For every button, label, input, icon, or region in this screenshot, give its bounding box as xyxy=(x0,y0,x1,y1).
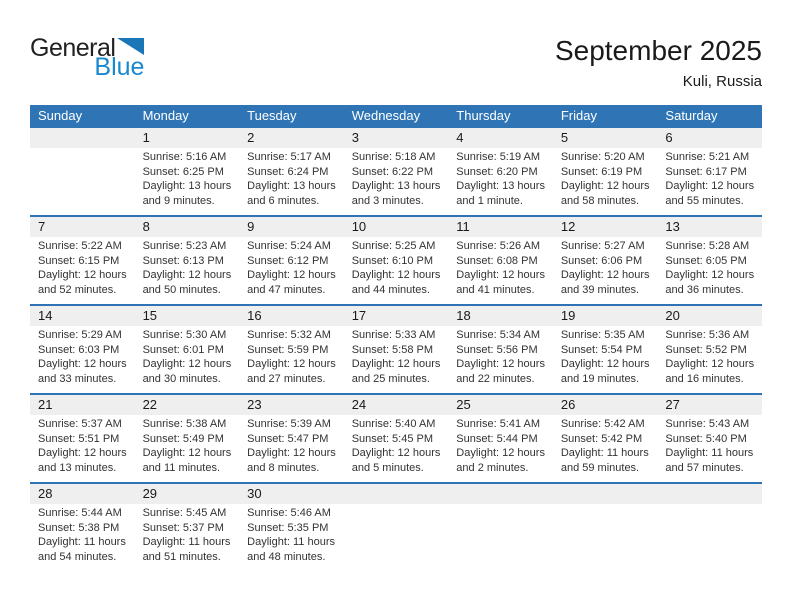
day-info-line: and 48 minutes. xyxy=(247,550,326,563)
day-number-14: 14 xyxy=(38,308,53,323)
day-cell-23 xyxy=(239,415,344,482)
day-info-line: Sunrise: 5:43 AM xyxy=(665,418,750,430)
day-info-line: Daylight: 12 hours xyxy=(38,358,127,370)
day-info-line: Sunset: 5:56 PM xyxy=(456,343,538,356)
day-info-line: and 16 minutes. xyxy=(665,372,744,385)
day-number-7: 7 xyxy=(38,219,46,234)
weekday-header-friday: Friday xyxy=(560,108,597,123)
day-info-line: and 9 minutes. xyxy=(142,194,215,207)
weekday-header-thursday: Thursday xyxy=(456,108,511,123)
day-body-row xyxy=(30,326,762,393)
day-info-line: Sunrise: 5:36 AM xyxy=(665,329,750,341)
day-info-line: Daylight: 12 hours xyxy=(351,269,441,281)
day-cell-8 xyxy=(135,237,240,304)
day-number-29: 29 xyxy=(142,486,158,501)
day-info-line: Daylight: 12 hours xyxy=(142,358,232,370)
day-info-line: Daylight: 12 hours xyxy=(247,269,336,281)
day-info-line: Sunrise: 5:26 AM xyxy=(456,240,541,252)
day-info-line: and 8 minutes. xyxy=(247,461,320,474)
day-info-line: Daylight: 12 hours xyxy=(351,447,441,459)
day-info-line: and 59 minutes. xyxy=(560,461,640,474)
weekday-header-monday: Monday xyxy=(142,108,189,123)
day-info-line: Sunrise: 5:37 AM xyxy=(38,418,122,430)
day-info-line: Sunrise: 5:29 AM xyxy=(38,329,122,341)
day-number-15: 15 xyxy=(142,308,158,323)
day-info-line: and 27 minutes. xyxy=(247,372,326,385)
day-info-line: Sunrise: 5:40 AM xyxy=(351,418,436,430)
day-info-line: Daylight: 12 hours xyxy=(247,358,336,370)
day-info-line: Daylight: 11 hours xyxy=(560,447,649,459)
day-info-line: Daylight: 12 hours xyxy=(560,358,650,370)
day-number-9: 9 xyxy=(247,219,255,234)
day-info-line: Daylight: 12 hours xyxy=(665,180,755,192)
day-info-line: Sunset: 5:47 PM xyxy=(247,432,329,445)
day-info-line: Sunrise: 5:45 AM xyxy=(142,507,227,519)
title-block xyxy=(555,36,762,90)
day-number-24: 24 xyxy=(351,397,367,412)
day-cell-20 xyxy=(657,326,762,393)
day-number-25: 25 xyxy=(456,397,471,412)
day-number-20: 20 xyxy=(665,308,680,323)
day-info-line: and 2 minutes. xyxy=(456,461,529,474)
day-info-line: Sunrise: 5:17 AM xyxy=(247,151,331,163)
day-info-line: Sunset: 5:52 PM xyxy=(665,343,747,356)
day-info-line: Sunset: 6:05 PM xyxy=(665,254,747,267)
day-info-line: Daylight: 11 hours xyxy=(38,536,126,548)
weekday-header-sunday: Sunday xyxy=(38,108,83,123)
day-cell-15 xyxy=(135,326,240,393)
day-cell-9 xyxy=(239,237,344,304)
day-info-line: Daylight: 12 hours xyxy=(456,447,545,459)
day-cell-6 xyxy=(657,148,762,215)
day-info-line: and 57 minutes. xyxy=(665,461,744,474)
day-info-line: Daylight: 12 hours xyxy=(560,269,650,281)
day-info-line: Sunset: 6:03 PM xyxy=(38,343,120,356)
day-info-line: Daylight: 12 hours xyxy=(38,447,127,459)
day-number-2: 2 xyxy=(247,130,255,145)
day-info-line: Sunrise: 5:21 AM xyxy=(665,151,750,163)
day-info-line: and 1 minute. xyxy=(456,194,523,207)
day-number-band xyxy=(30,484,762,504)
day-info-line: and 6 minutes. xyxy=(247,194,320,207)
day-info-line: Daylight: 11 hours xyxy=(665,447,754,459)
day-info-line: Sunset: 5:59 PM xyxy=(247,343,329,356)
day-cell-empty xyxy=(553,504,658,571)
day-number-21: 21 xyxy=(38,397,53,412)
day-info-line: and 11 minutes. xyxy=(142,461,221,474)
day-info-line: Sunrise: 5:35 AM xyxy=(560,329,645,341)
day-info-line: Sunrise: 5:41 AM xyxy=(456,418,541,430)
week-row xyxy=(30,126,762,215)
day-cell-5 xyxy=(553,148,658,215)
day-info-line: and 5 minutes. xyxy=(351,461,424,474)
day-info-line: Sunrise: 5:19 AM xyxy=(456,151,541,163)
day-info-line: Sunset: 5:49 PM xyxy=(142,432,224,445)
day-info-line: Sunset: 5:35 PM xyxy=(247,521,329,534)
day-cell-empty xyxy=(30,148,135,215)
day-info-line: and 19 minutes. xyxy=(560,372,640,385)
day-number-16: 16 xyxy=(247,308,262,323)
day-info-line: Sunset: 6:15 PM xyxy=(38,254,120,267)
day-info-line: Sunset: 5:54 PM xyxy=(560,343,643,356)
day-info-line: and 30 minutes. xyxy=(142,372,221,385)
day-number-27: 27 xyxy=(665,397,680,412)
day-info-line: Sunset: 6:06 PM xyxy=(560,254,643,267)
day-info-line: Sunset: 6:13 PM xyxy=(142,254,224,267)
day-info-line: Daylight: 12 hours xyxy=(142,447,232,459)
day-info-line: and 50 minutes. xyxy=(142,283,221,296)
day-cell-10 xyxy=(344,237,449,304)
day-info-line: and 55 minutes. xyxy=(665,194,744,207)
day-number-band xyxy=(30,306,762,326)
logo-text-general: General xyxy=(30,34,116,62)
day-info-line: Daylight: 12 hours xyxy=(351,358,441,370)
day-info-line: Sunset: 6:24 PM xyxy=(247,165,329,178)
day-body-row xyxy=(30,504,762,571)
week-row xyxy=(30,215,762,304)
day-info-line: and 22 minutes. xyxy=(456,372,535,385)
day-cell-empty xyxy=(448,504,553,571)
day-info-line: Daylight: 13 hours xyxy=(247,180,336,192)
day-info-line: Sunset: 5:44 PM xyxy=(456,432,538,445)
day-info-line: Sunrise: 5:22 AM xyxy=(38,240,122,252)
day-cell-3 xyxy=(344,148,449,215)
day-cell-25 xyxy=(448,415,553,482)
day-cell-19 xyxy=(553,326,658,393)
day-info-line: and 36 minutes. xyxy=(665,283,744,296)
day-number-13: 13 xyxy=(665,219,680,234)
day-number-empty xyxy=(344,484,449,504)
day-number-empty xyxy=(30,128,135,148)
day-cell-7 xyxy=(30,237,135,304)
day-info-line: Daylight: 11 hours xyxy=(142,536,231,548)
day-number-22: 22 xyxy=(142,397,158,412)
day-number-30: 30 xyxy=(247,486,262,501)
day-info-line: and 25 minutes. xyxy=(351,372,430,385)
day-info-line: Sunset: 5:37 PM xyxy=(142,521,224,534)
day-number-empty xyxy=(553,484,658,504)
day-info-line: Daylight: 13 hours xyxy=(142,180,232,192)
day-info-line: Sunset: 6:10 PM xyxy=(351,254,434,267)
day-info-line: Sunset: 6:25 PM xyxy=(142,165,224,178)
day-number-5: 5 xyxy=(560,130,569,145)
day-cell-26 xyxy=(553,415,658,482)
page-header xyxy=(0,0,792,105)
day-cell-18 xyxy=(448,326,553,393)
day-info-line: and 47 minutes. xyxy=(247,283,326,296)
week-row xyxy=(30,482,762,571)
day-number-11: 11 xyxy=(456,219,470,234)
day-info-line: Sunset: 5:42 PM xyxy=(560,432,643,445)
week-row xyxy=(30,393,762,482)
day-info-line: Daylight: 12 hours xyxy=(456,269,545,281)
day-cell-24 xyxy=(344,415,449,482)
weekday-header-row xyxy=(30,105,762,126)
day-number-band xyxy=(30,128,762,148)
day-number-3: 3 xyxy=(351,130,359,145)
day-number-1: 1 xyxy=(142,130,150,145)
weekday-header-tuesday: Tuesday xyxy=(247,108,297,123)
day-info-line: Daylight: 12 hours xyxy=(560,180,650,192)
day-info-line: Sunset: 5:51 PM xyxy=(38,432,120,445)
day-info-line: Sunrise: 5:34 AM xyxy=(456,329,541,341)
day-number-19: 19 xyxy=(560,308,576,323)
day-info-line: Sunrise: 5:24 AM xyxy=(247,240,331,252)
day-info-line: Sunrise: 5:27 AM xyxy=(560,240,645,252)
day-number-band xyxy=(30,395,762,415)
day-cell-13 xyxy=(657,237,762,304)
day-cell-empty xyxy=(657,504,762,571)
day-info-line: Daylight: 13 hours xyxy=(351,180,441,192)
day-cell-27 xyxy=(657,415,762,482)
day-info-line: Sunrise: 5:38 AM xyxy=(142,418,227,430)
logo-text-blue: Blue xyxy=(94,53,145,81)
calendar-weeks xyxy=(30,126,762,571)
day-info-line: and 3 minutes. xyxy=(351,194,424,207)
day-cell-29 xyxy=(135,504,240,571)
day-info-line: Daylight: 12 hours xyxy=(38,269,127,281)
day-info-line: Sunset: 6:08 PM xyxy=(456,254,538,267)
day-info-line: Sunrise: 5:18 AM xyxy=(351,151,436,163)
general-blue-logo xyxy=(30,36,144,80)
weekday-header-wednesday: Wednesday xyxy=(351,108,421,123)
day-info-line: and 13 minutes. xyxy=(38,461,117,474)
day-number-10: 10 xyxy=(351,219,367,234)
day-cell-28 xyxy=(30,504,135,571)
day-number-8: 8 xyxy=(142,219,150,234)
day-info-line: Sunset: 5:58 PM xyxy=(351,343,434,356)
day-number-18: 18 xyxy=(456,308,471,323)
day-cell-2 xyxy=(239,148,344,215)
day-info-line: Sunset: 6:20 PM xyxy=(456,165,538,178)
day-cell-30 xyxy=(239,504,344,571)
day-info-line: Sunrise: 5:42 AM xyxy=(560,418,645,430)
day-number-band xyxy=(30,217,762,237)
day-cell-21 xyxy=(30,415,135,482)
day-number-17: 17 xyxy=(351,308,367,323)
day-number-26: 26 xyxy=(560,397,576,412)
day-info-line: Sunrise: 5:20 AM xyxy=(560,151,645,163)
day-info-line: Daylight: 12 hours xyxy=(247,447,336,459)
day-number-6: 6 xyxy=(665,130,673,145)
day-info-line: and 41 minutes. xyxy=(456,283,535,296)
day-info-line: Daylight: 12 hours xyxy=(665,358,755,370)
day-info-line: and 54 minutes. xyxy=(38,550,117,563)
weekday-header-saturday: Saturday xyxy=(665,108,718,123)
day-info-line: and 33 minutes. xyxy=(38,372,117,385)
day-info-line: Sunset: 5:38 PM xyxy=(38,521,120,534)
day-info-line: Sunrise: 5:44 AM xyxy=(38,507,122,519)
day-info-line: Sunset: 6:01 PM xyxy=(142,343,224,356)
day-info-line: and 39 minutes. xyxy=(560,283,640,296)
day-info-line: Sunrise: 5:28 AM xyxy=(665,240,750,252)
day-info-line: Sunset: 5:45 PM xyxy=(351,432,434,445)
day-info-line: and 44 minutes. xyxy=(351,283,430,296)
page-title: September 2025 xyxy=(554,35,762,66)
day-info-line: Daylight: 12 hours xyxy=(142,269,232,281)
day-number-empty xyxy=(657,484,762,504)
day-info-line: Sunrise: 5:46 AM xyxy=(247,507,331,519)
day-info-line: Sunset: 6:12 PM xyxy=(247,254,329,267)
day-number-4: 4 xyxy=(456,130,464,145)
location-subtitle: Kuli, Russia xyxy=(682,73,762,90)
day-info-line: Sunset: 6:22 PM xyxy=(351,165,434,178)
day-cell-17 xyxy=(344,326,449,393)
day-info-line: Sunrise: 5:32 AM xyxy=(247,329,331,341)
day-cell-12 xyxy=(553,237,658,304)
day-info-line: Daylight: 13 hours xyxy=(456,180,545,192)
day-number-28: 28 xyxy=(38,486,53,501)
day-info-line: Sunrise: 5:16 AM xyxy=(142,151,227,163)
day-info-line: Daylight: 12 hours xyxy=(456,358,545,370)
day-number-empty xyxy=(448,484,553,504)
day-info-line: Sunrise: 5:30 AM xyxy=(142,329,227,341)
day-cell-empty xyxy=(344,504,449,571)
day-info-line: Sunset: 6:17 PM xyxy=(665,165,747,178)
day-cell-4 xyxy=(448,148,553,215)
day-info-line: Daylight: 11 hours xyxy=(247,536,335,548)
day-number-23: 23 xyxy=(247,397,262,412)
day-info-line: and 58 minutes. xyxy=(560,194,640,207)
day-info-line: Sunset: 5:40 PM xyxy=(665,432,747,445)
day-cell-11 xyxy=(448,237,553,304)
day-info-line: Daylight: 12 hours xyxy=(665,269,755,281)
day-info-line: Sunrise: 5:23 AM xyxy=(142,240,227,252)
day-cell-1 xyxy=(135,148,240,215)
day-info-line: Sunrise: 5:33 AM xyxy=(351,329,436,341)
day-info-line: Sunset: 6:19 PM xyxy=(560,165,643,178)
week-row xyxy=(30,304,762,393)
calendar-table xyxy=(30,105,762,571)
day-number-12: 12 xyxy=(560,219,576,234)
day-info-line: Sunrise: 5:25 AM xyxy=(351,240,436,252)
day-body-row xyxy=(30,237,762,304)
day-info-line: and 51 minutes. xyxy=(142,550,221,563)
day-body-row xyxy=(30,415,762,482)
day-cell-16 xyxy=(239,326,344,393)
day-cell-14 xyxy=(30,326,135,393)
day-cell-22 xyxy=(135,415,240,482)
day-info-line: and 52 minutes. xyxy=(38,283,117,296)
day-info-line: Sunrise: 5:39 AM xyxy=(247,418,331,430)
day-body-row xyxy=(30,148,762,215)
